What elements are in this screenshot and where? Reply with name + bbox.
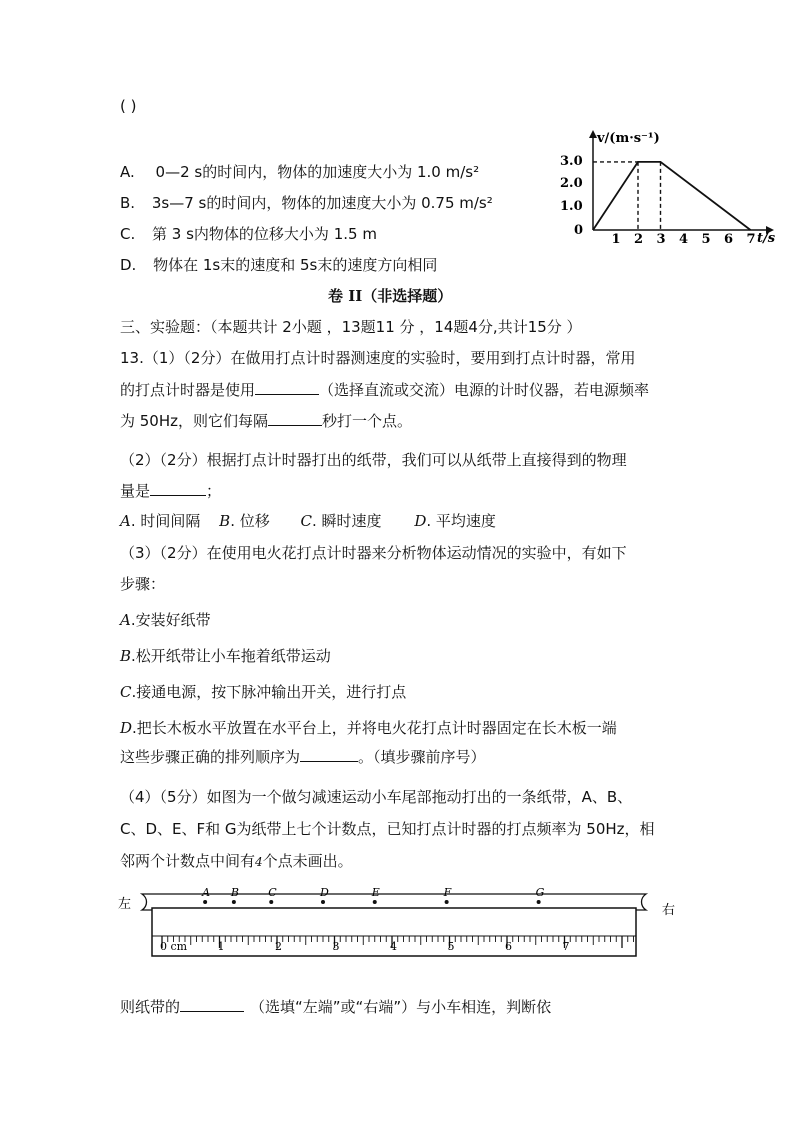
tape-point-G	[537, 900, 541, 904]
x-tick-6: 6	[724, 232, 734, 247]
tape-point-label-B: B	[230, 886, 239, 899]
choice-b: B. 位移	[219, 512, 270, 530]
step-c: C.接通电源，按下脉冲输出开关，进行打点	[120, 683, 407, 701]
guide-lines	[593, 162, 661, 230]
tape-point-F	[445, 900, 449, 904]
blank-power-type	[255, 380, 319, 395]
blank-order	[300, 747, 358, 762]
choice-d: D. 平均速度	[414, 512, 496, 530]
q13-p1-line1: 13.（1）（2分）在做用打点计时器测速度的实验时，要用到打点计时器，常用	[120, 349, 636, 367]
tape-point-label-E: E	[371, 886, 380, 899]
tape-point-label-F: F	[443, 886, 452, 899]
q13-p2-line2: 量是 ；	[120, 482, 222, 500]
option-b: B. 3s—7 s的时间内，物体的加速度大小为 0.75 m/s²	[120, 194, 493, 212]
tape-point-label-A: A	[202, 886, 211, 899]
x-tick-4: 4	[679, 232, 689, 247]
x-tick-5: 5	[701, 232, 711, 247]
blank-tape-end	[180, 997, 244, 1012]
origin-label: 0	[574, 223, 584, 238]
ruler-label-6: 6	[505, 940, 512, 953]
option-d: D. 物体在 1s末的速度和 5s末的速度方向相同	[120, 256, 438, 274]
ruler-label-7: 7	[562, 940, 570, 953]
tape-point-E	[373, 900, 377, 904]
ruler-label-4: 4	[390, 940, 397, 953]
ruler-label-3: 3	[332, 940, 340, 953]
y-tick-2: 2.0	[560, 176, 583, 191]
ruler-label-5: 5	[447, 940, 455, 953]
ruler-label-2: 2	[275, 940, 282, 953]
y-axis-arrow	[589, 130, 597, 138]
velocity-line	[593, 162, 751, 230]
q13-p4-line2: C、D、E、F和 G为纸带上七个计数点，已知打点计时器的打点频率为 50Hz，相	[120, 820, 655, 838]
q13-p2-line1: （2）（2分）根据打点计时器打出的纸带，我们可以从纸带上直接得到的物理	[120, 451, 627, 469]
y-tick-3: 3.0	[560, 154, 583, 169]
q13-p3-order: 这些步骤正确的排列顺序为 。（填步骤前序号）	[120, 748, 486, 766]
x-tick-7: 7	[746, 232, 756, 247]
section-title: 卷 II（非选择题）	[328, 287, 453, 305]
tape-point-C	[269, 900, 273, 904]
vt-graph	[560, 128, 790, 248]
tape-point-B	[232, 900, 236, 904]
tape-point-label-D: D	[320, 886, 329, 899]
y-axis-label: v/(m·s⁻¹)	[597, 131, 660, 146]
q13-p2-choices	[120, 510, 496, 531]
step-d: D.把长木板水平放置在水平台上，并将电火花打点计时器固定在长木板一端	[120, 719, 617, 737]
step-a: A.安装好纸带	[120, 611, 211, 629]
tape-point-D	[321, 900, 325, 904]
y-tick-1: 1.0	[560, 199, 583, 214]
q13-p1-line2: 的打点计时器是使用 （选择直流或交流）电源的计时仪器，若电源频率	[120, 381, 650, 399]
x-tick-1: 1	[611, 232, 621, 247]
q13-p1-line3: 为 50Hz，则它们每隔 秒打一个点。	[120, 412, 413, 430]
q13-p3-line2: 步骤：	[120, 575, 166, 593]
q13-p4-line1: （4）（5分）如图为一个做匀减速运动小车尾部拖动打出的一条纸带，A、B、	[120, 788, 633, 806]
paper-tape-figure	[118, 884, 698, 964]
blank-interval	[268, 411, 322, 426]
tape-point-A	[203, 900, 207, 904]
q13-p4-last: 则纸带的 （选填“左端”或“右端”）与小车相连，判断依	[120, 998, 552, 1016]
x-tick-3: 3	[656, 232, 666, 247]
tape-left-label: 左	[118, 897, 132, 912]
step-b: B.松开纸带让小车拖着纸带运动	[120, 647, 331, 665]
ruler-label-0: 0 cm	[160, 940, 188, 953]
tape-right-label: 右	[662, 903, 676, 918]
blank-quantity	[150, 481, 206, 496]
tape-point-label-G: G	[535, 886, 545, 899]
ruler-label-1: 1	[217, 940, 225, 953]
choice-c: C. 瞬时速度	[300, 512, 382, 530]
choice-a: A. 时间间隔	[120, 512, 201, 530]
q13-p4-line3: 邻两个计数点中间有4个点未画出。	[120, 852, 353, 870]
x-tick-2: 2	[634, 232, 644, 247]
option-c: C. 第 3 s内物体的位移大小为 1.5 m	[120, 225, 377, 243]
x-axis-label: t/s	[757, 231, 776, 246]
x-tick-labels	[612, 232, 756, 247]
answer-parentheses: ( )	[120, 97, 137, 115]
option-a: A. 0—2 s的时间内，物体的加速度大小为 1.0 m/s²	[120, 163, 480, 181]
section-header: 三、实验题：（本题共计 2小题 ，13题11 分 ，14题4分,共计15分 ）	[120, 318, 582, 336]
q13-p3-line1: （3）（2分）在使用电火花打点计时器来分析物体运动情况的实验中，有如下	[120, 544, 627, 562]
tape-point-label-C: C	[268, 886, 277, 899]
